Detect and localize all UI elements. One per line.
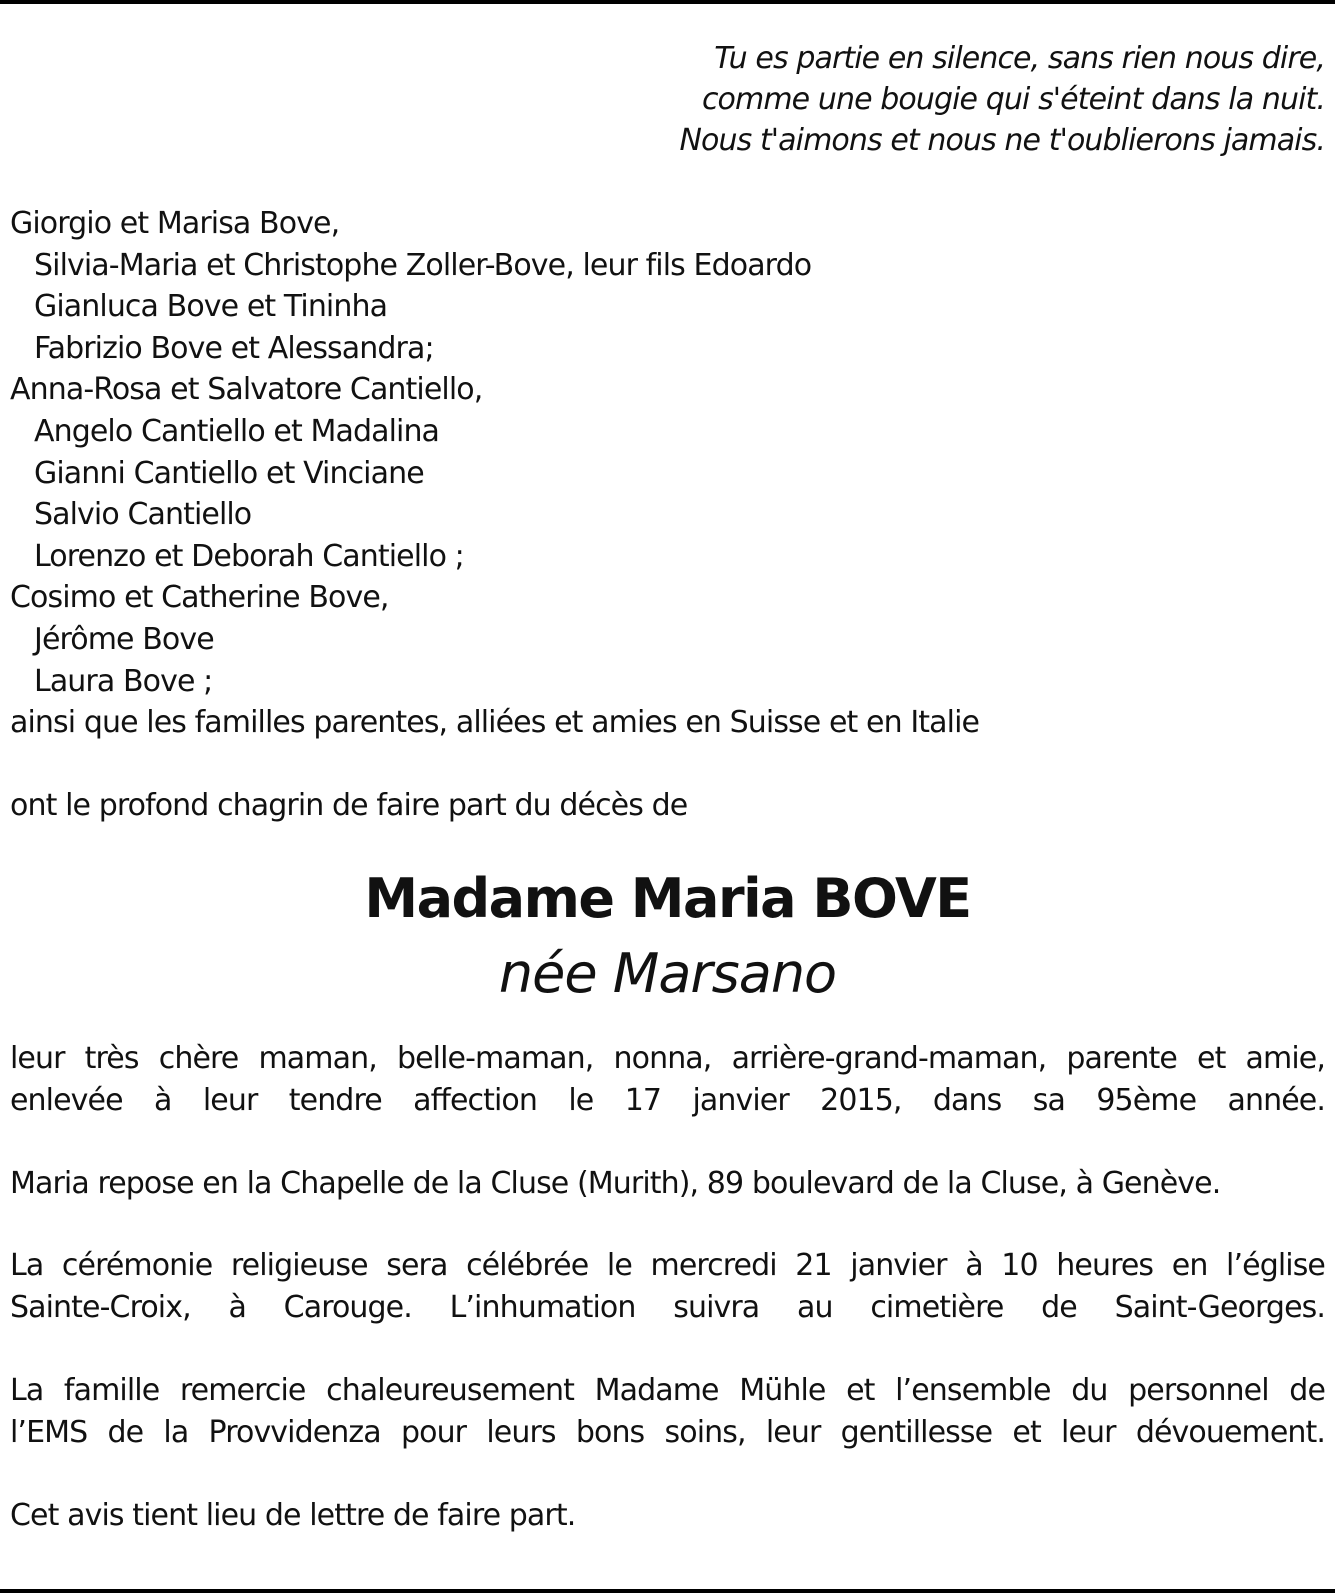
paragraph-line: La famille remercie chaleureusement Madame Mühle et l’ensemble du personnel de (10, 1373, 1325, 1408)
family-line: Cosimo et Catherine Bove, (10, 580, 389, 616)
poem-line: comme une bougie qui s'éteint dans la nuit. (701, 82, 1325, 117)
family-line: Giorgio et Marisa Bove, (10, 206, 340, 241)
paragraph-thanks (10, 1370, 1325, 1453)
paragraph-line: leur très chère maman, belle-maman, nonna, arrière-grand-maman, parente et amie, (10, 1041, 1325, 1076)
family-line: Lorenzo et Deborah Cantiello ; (34, 538, 464, 574)
poem (679, 38, 1325, 161)
family-line: Salvio Cantiello (34, 497, 252, 533)
paragraph-line: l’EMS de la Provvidenza pour leurs bons soins, leur gentillesse et leur dévouement. (10, 1414, 1325, 1450)
paragraph-line: enlevée à leur tendre affection le 17 janvier 2015, dans sa 95ème année. (10, 1082, 1325, 1118)
paragraph-line: La cérémonie religieuse sera célébrée le mercredi 21 janvier à 10 heures en l’église (10, 1248, 1325, 1283)
paragraph-line: Maria repose en la Chapelle de la Cluse (Murith), 89 boulevard de la Cluse, à Genève. (10, 1166, 1221, 1201)
family-line: Gianni Cantiello et Vinciane (34, 455, 424, 491)
deceased-name: Madame Maria BOVE (364, 867, 971, 930)
deceased-maiden-name: née Marsano (498, 942, 837, 1005)
family-line: Angelo Cantiello et Madalina (34, 413, 440, 449)
paragraph-ceremony (10, 1245, 1325, 1328)
family-line: Fabrizio Bove et Alessandra; (34, 330, 434, 366)
poem-line: Tu es partie en silence, sans rien nous dire, (714, 41, 1325, 76)
bottom-border-rule (0, 1589, 1335, 1593)
family-line: ainsi que les familles parentes, alliées et amies en Suisse et en Italie (10, 705, 980, 741)
paragraph-line: Cet avis tient lieu de lettre de faire part. (10, 1498, 576, 1533)
family-line: Anna-Rosa et Salvatore Cantiello, (10, 372, 483, 408)
family-line: Gianluca Bove et Tininha (34, 289, 388, 325)
family-list (10, 203, 979, 744)
family-line: Silvia-Maria et Christophe Zoller-Bove, leur fils Edoardo (34, 247, 812, 283)
announcement-intro: ont le profond chagrin de faire part du décès de (10, 788, 688, 823)
family-line: Laura Bove ; (34, 663, 213, 699)
family-line: Jérôme Bove (34, 621, 214, 657)
paragraph-rest-place (10, 1163, 1325, 1205)
paragraph-line: Sainte-Croix, à Carouge. L’inhumation suivra au cimetière de Saint-Georges. (10, 1289, 1325, 1325)
top-border-rule (0, 0, 1335, 4)
paragraph-closing (10, 1495, 1325, 1537)
paragraph-relationship (10, 1038, 1325, 1121)
poem-line: Nous t'aimons et nous ne t'oublierons jamais. (679, 123, 1325, 158)
